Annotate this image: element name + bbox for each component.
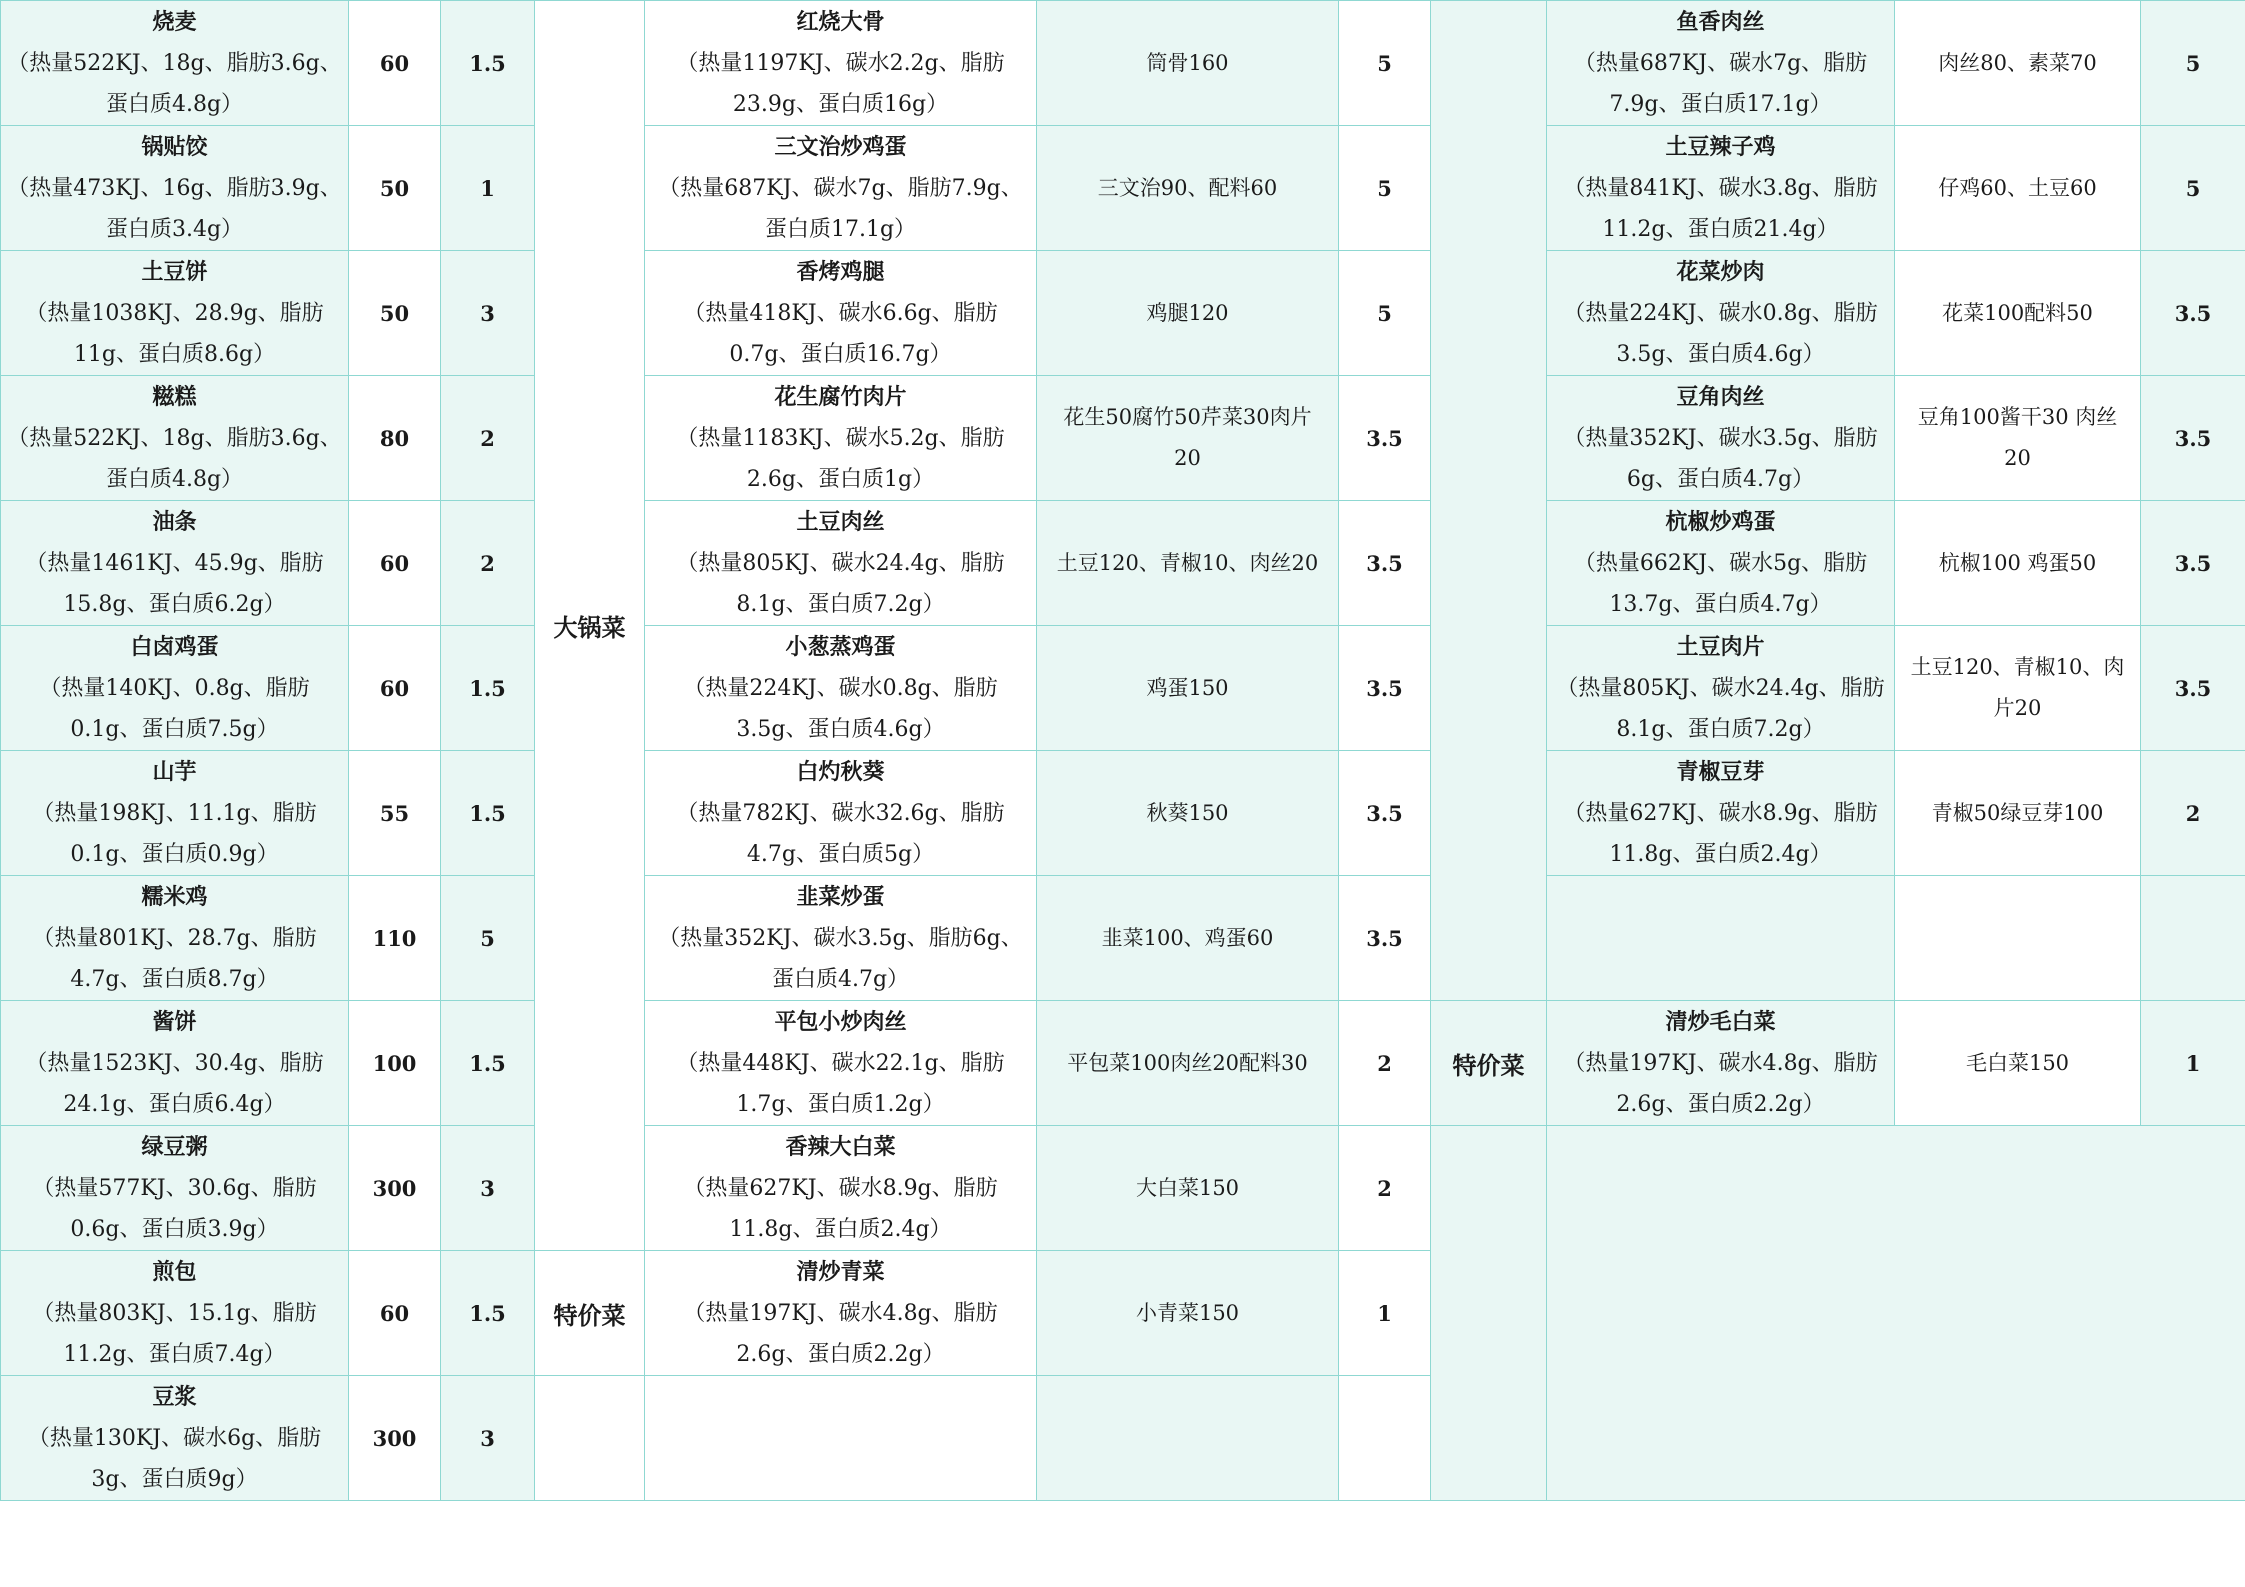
ingredients-cell: 小青菜150 [1037,1251,1339,1376]
ingredients-cell: 秋葵150 [1037,751,1339,876]
dish-nutrition: （热量782KJ、碳水32.6g、脂肪4.7g、蛋白质5g） [676,800,1005,867]
dish-cell [645,751,1037,876]
ingredients-cell: 大白菜150 [1037,1126,1339,1251]
weight-cell: 60 [349,1251,441,1376]
dish-nutrition: （热量418KJ、碳水6.6g、脂肪0.7g、蛋白质16.7g） [683,300,998,367]
dish-nutrition: （热量1038KJ、28.9g、脂肪11g、蛋白质8.6g） [25,300,324,367]
dish-cell [1547,1,1895,126]
price-cell: 2 [441,376,535,501]
dish-cell [1547,376,1895,501]
dish-cell [645,626,1037,751]
dish-cell [1,876,349,1001]
dish-nutrition: （热量577KJ、30.6g、脂肪0.6g、蛋白质3.9g） [32,1175,317,1242]
ingredients-cell: 豆角100酱干30 肉丝20 [1895,376,2141,501]
price-cell: 3.5 [1339,876,1431,1001]
empty-cell [535,1376,645,1501]
dish-nutrition: （热量1461KJ、45.9g、脂肪15.8g、蛋白质6.2g） [25,550,324,617]
empty-cell [1431,1126,1547,1501]
dish-name: 土豆饼 [141,258,208,285]
dish-name: 韭菜炒蛋 [796,883,885,910]
dish-cell [1547,626,1895,751]
weight-cell: 50 [349,126,441,251]
dish-nutrition: （热量352KJ、碳水3.5g、脂肪6g、蛋白质4.7g） [658,925,1023,992]
dish-cell [1,126,349,251]
price-cell: 1.5 [441,1251,535,1376]
price-cell: 1.5 [441,1001,535,1126]
category-label: 特价菜 [1431,1001,1547,1126]
weight-cell: 300 [349,1376,441,1501]
empty-cell [1339,1376,1431,1501]
dish-name: 香烤鸡腿 [796,258,885,285]
dish-cell [645,376,1037,501]
dish-name: 三文治炒鸡蛋 [774,133,907,160]
dish-nutrition: （热量473KJ、16g、脂肪3.9g、蛋白质3.4g） [7,175,342,242]
dish-cell [1,1001,349,1126]
price-cell: 2 [441,501,535,626]
weight-cell: 60 [349,1,441,126]
price-cell: 3.5 [2141,376,2245,501]
price-cell: 1.5 [441,1,535,126]
dish-cell [645,501,1037,626]
dish-name: 白卤鸡蛋 [130,633,219,660]
empty-cell [1547,876,1895,1001]
dish-cell [1,626,349,751]
weight-cell: 100 [349,1001,441,1126]
ingredients-cell: 三文治90、配料60 [1037,126,1339,251]
dish-cell [1,1251,349,1376]
ingredients-cell: 花菜100配料50 [1895,251,2141,376]
price-cell: 3.5 [2141,626,2245,751]
weight-cell: 50 [349,251,441,376]
dish-cell [645,1251,1037,1376]
price-cell: 1 [2141,1001,2245,1126]
dish-name: 香辣大白菜 [785,1133,896,1160]
dish-cell [1547,251,1895,376]
table-row [1,1126,2245,1251]
dish-cell [1547,1001,1895,1126]
dish-name: 土豆肉丝 [796,508,885,535]
dish-name: 烧麦 [152,8,197,35]
dish-nutrition: （热量197KJ、碳水4.8g、脂肪2.6g、蛋白质2.2g） [1563,1050,1878,1117]
price-cell: 3 [441,251,535,376]
dish-nutrition: （热量130KJ、碳水6g、脂肪3g、蛋白质9g） [27,1425,322,1492]
dish-nutrition: （热量662KJ、碳水5g、脂肪13.7g、蛋白质4.7g） [1573,550,1868,617]
table-row [1,501,2245,626]
dish-cell [1547,751,1895,876]
dish-name: 红烧大骨 [796,8,885,35]
price-cell: 5 [441,876,535,1001]
dish-cell [645,251,1037,376]
dish-name: 花菜炒肉 [1676,258,1765,285]
dish-cell [1547,126,1895,251]
ingredients-cell: 土豆120、青椒10、肉片20 [1895,626,2141,751]
dish-nutrition: （热量805KJ、碳水24.4g、脂肪8.1g、蛋白质7.2g） [1556,675,1885,742]
dish-name: 青椒豆芽 [1676,758,1765,785]
price-cell: 5 [2141,1,2245,126]
price-cell: 3.5 [1339,501,1431,626]
weight-cell: 60 [349,626,441,751]
dish-name: 杭椒炒鸡蛋 [1665,508,1776,535]
dish-nutrition: （热量224KJ、碳水0.8g、脂肪3.5g、蛋白质4.6g） [683,675,998,742]
empty-cell [645,1376,1037,1501]
weight-cell: 80 [349,376,441,501]
ingredients-cell: 青椒50绿豆芽100 [1895,751,2141,876]
ingredients-cell: 毛白菜150 [1895,1001,2141,1126]
dish-cell [645,1126,1037,1251]
ingredients-cell: 花生50腐竹50芹菜30肉片20 [1037,376,1339,501]
dish-cell [645,1001,1037,1126]
dish-nutrition: （热量1197KJ、碳水2.2g、脂肪23.9g、蛋白质16g） [676,50,1005,117]
dish-nutrition: （热量197KJ、碳水4.8g、脂肪2.6g、蛋白质2.2g） [683,1300,998,1367]
ingredients-cell: 平包菜100肉丝20配料30 [1037,1001,1339,1126]
dish-name: 糯米鸡 [141,883,208,910]
price-cell: 5 [1339,1,1431,126]
dish-name: 锅贴饺 [141,133,208,160]
price-cell: 3 [441,1126,535,1251]
ingredients-cell: 杭椒100 鸡蛋50 [1895,501,2141,626]
price-cell: 5 [2141,126,2245,251]
table-row [1,876,2245,1001]
dish-name: 平包小炒肉丝 [774,1008,907,1035]
price-cell: 5 [1339,251,1431,376]
dish-name: 绿豆粥 [141,1133,208,1160]
dish-name: 糍糕 [152,383,197,410]
dish-cell [1547,501,1895,626]
dish-name: 花生腐竹肉片 [774,383,907,410]
empty-cell [1037,1376,1339,1501]
dish-cell [1,1126,349,1251]
dish-cell [1,376,349,501]
dish-name: 豆浆 [152,1383,197,1410]
dish-cell [645,1,1037,126]
dish-name: 鱼香肉丝 [1676,8,1765,35]
empty-cell [1547,1126,2245,1501]
dish-name: 土豆肉片 [1676,633,1765,660]
weight-cell: 55 [349,751,441,876]
dish-name: 豆角肉丝 [1676,383,1765,410]
dish-nutrition: （热量841KJ、碳水3.8g、脂肪11.2g、蛋白质21.4g） [1563,175,1878,242]
ingredients-cell: 仔鸡60、土豆60 [1895,126,2141,251]
weight-cell: 60 [349,501,441,626]
dish-cell [1,751,349,876]
weight-cell: 300 [349,1126,441,1251]
table-row [1,376,2245,501]
table-row [1,751,2245,876]
dish-nutrition: （热量448KJ、碳水22.1g、脂肪1.7g、蛋白质1.2g） [676,1050,1005,1117]
price-cell: 2 [1339,1001,1431,1126]
dish-name: 小葱蒸鸡蛋 [785,633,896,660]
dish-nutrition: （热量687KJ、碳水7g、脂肪7.9g、蛋白质17.1g） [658,175,1023,242]
dish-name: 清炒青菜 [796,1258,885,1285]
price-cell: 1 [1339,1251,1431,1376]
dish-nutrition: （热量687KJ、碳水7g、脂肪7.9g、蛋白质17.1g） [1573,50,1868,117]
dish-name: 白灼秋葵 [796,758,885,785]
ingredients-cell: 肉丝80、素菜70 [1895,1,2141,126]
dish-nutrition: （热量522KJ、18g、脂肪3.6g、蛋白质4.8g） [7,50,342,117]
dish-nutrition: （热量224KJ、碳水0.8g、脂肪3.5g、蛋白质4.6g） [1563,300,1878,367]
dish-cell [645,876,1037,1001]
category-label: 大锅菜 [535,1,645,1251]
dish-name: 酱饼 [152,1008,197,1035]
dish-nutrition: （热量1183KJ、碳水5.2g、脂肪2.6g、蛋白质1g） [676,425,1005,492]
ingredients-cell: 筒骨160 [1037,1,1339,126]
dish-name: 土豆辣子鸡 [1665,133,1776,160]
dish-name: 山芋 [152,758,197,785]
ingredients-cell: 韭菜100、鸡蛋60 [1037,876,1339,1001]
price-cell: 1.5 [441,751,535,876]
empty-cell [1895,876,2141,1001]
price-cell: 3 [441,1376,535,1501]
dish-cell [645,126,1037,251]
dish-cell [1,251,349,376]
price-cell: 2 [2141,751,2245,876]
price-cell: 3.5 [1339,376,1431,501]
price-cell: 3.5 [2141,501,2245,626]
weight-cell: 110 [349,876,441,1001]
dish-cell [1,1376,349,1501]
category-label: 特价菜 [535,1251,645,1376]
dish-nutrition: （热量805KJ、碳水24.4g、脂肪8.1g、蛋白质7.2g） [676,550,1005,617]
price-cell: 1.5 [441,626,535,751]
dish-name: 煎包 [152,1258,197,1285]
ingredients-cell: 鸡蛋150 [1037,626,1339,751]
dish-nutrition: （热量627KJ、碳水8.9g、脂肪11.8g、蛋白质2.4g） [683,1175,998,1242]
price-cell: 2 [1339,1126,1431,1251]
dish-nutrition: （热量522KJ、18g、脂肪3.6g、蛋白质4.8g） [7,425,342,492]
ingredients-cell: 鸡腿120 [1037,251,1339,376]
table-row [1,251,2245,376]
table-row [1,126,2245,251]
price-cell: 3.5 [1339,626,1431,751]
empty-cell [1431,1,1547,1001]
dish-name: 油条 [152,508,197,535]
dish-nutrition: （热量803KJ、15.1g、脂肪11.2g、蛋白质7.4g） [32,1300,317,1367]
dish-cell [1,501,349,626]
price-cell: 5 [1339,126,1431,251]
price-cell: 3.5 [1339,751,1431,876]
dish-cell [1,1,349,126]
price-cell: 3.5 [2141,251,2245,376]
price-cell: 1 [441,126,535,251]
table-row [1,626,2245,751]
empty-cell [2141,876,2245,1001]
table-row [1,1001,2245,1126]
dish-nutrition: （热量140KJ、0.8g、脂肪0.1g、蛋白质7.5g） [39,675,310,742]
ingredients-cell: 土豆120、青椒10、肉丝20 [1037,501,1339,626]
dish-name: 清炒毛白菜 [1665,1008,1776,1035]
dish-nutrition: （热量352KJ、碳水3.5g、脂肪6g、蛋白质4.7g） [1563,425,1878,492]
dish-nutrition: （热量627KJ、碳水8.9g、脂肪11.8g、蛋白质2.4g） [1563,800,1878,867]
dish-nutrition: （热量801KJ、28.7g、脂肪4.7g、蛋白质8.7g） [32,925,317,992]
dish-nutrition: （热量1523KJ、30.4g、脂肪24.1g、蛋白质6.4g） [25,1050,324,1117]
dish-nutrition: （热量198KJ、11.1g、脂肪0.1g、蛋白质0.9g） [32,800,317,867]
table-row [1,1,2245,126]
